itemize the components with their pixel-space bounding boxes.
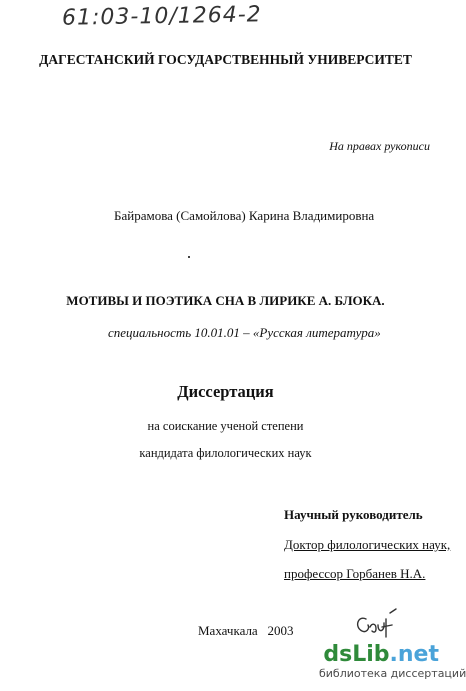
watermark-logo [319, 643, 439, 667]
watermark-logo-suffix: .net [389, 642, 439, 667]
supervisor-heading: Научный руководитель [284, 507, 423, 522]
rights-note: На правах рукописи [329, 139, 430, 153]
watermark-subtitle: библиотека диссертаций [319, 667, 466, 680]
archive-stamp: 61:03-10/1264-2 [61, 2, 262, 31]
supervisor-name: профессор Горбанев Н.А. [284, 566, 426, 581]
scan-speck [188, 256, 190, 258]
degree-line-1: на соискание ученой степени [147, 419, 304, 433]
watermark-logo-main: dsLib [323, 642, 390, 667]
document-type: Диссертация [177, 382, 274, 401]
signature-graphic [352, 605, 408, 641]
watermark [319, 642, 466, 680]
supervisor-degree: Доктор филологических наук, [284, 537, 451, 552]
signature [352, 605, 408, 646]
speciality-line: специальность 10.01.01 – «Русская литература» [108, 325, 381, 340]
degree-line-2: кандидата филологических наук [139, 446, 312, 460]
dissertation-title: МОТИВЫ И ПОЭТИКА СНА В ЛИРИКЕ А. БЛОКА. [66, 293, 385, 308]
author-name: Байрамова (Самойлова) Карина Владимировна [114, 208, 375, 223]
city-year: Махачкала 2003 [198, 623, 294, 638]
university-name: ДАГЕСТАНСКИЙ ГОСУДАРСТВЕННЫЙ УНИВЕРСИТЕТ [39, 52, 412, 67]
